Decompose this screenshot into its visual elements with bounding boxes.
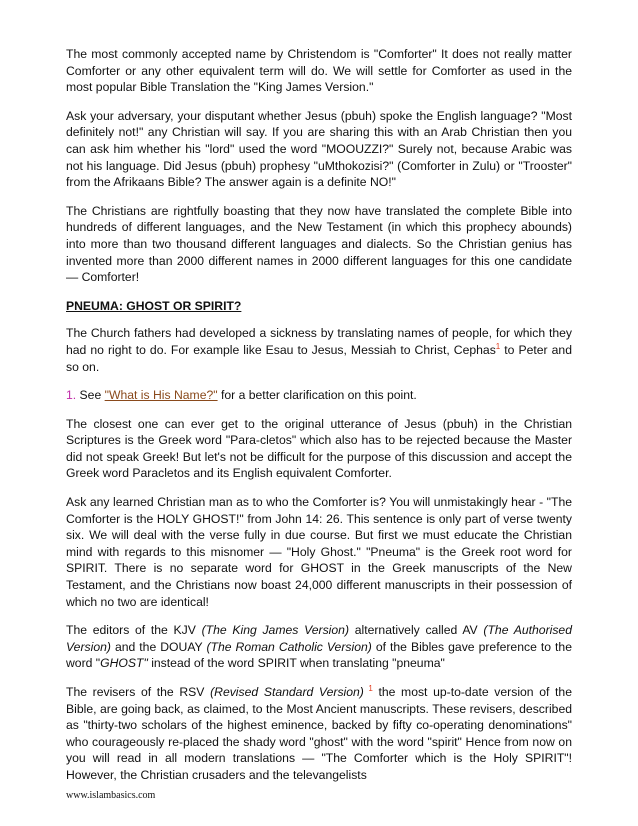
- text-run: See: [76, 388, 105, 403]
- text-run: The Church fathers had developed a sickness by translating names of people, for which they had no right to do. For example like Esau to Jesus, Messiah to Christ, Cephas: [66, 326, 572, 357]
- text-run: The editors of the KJV: [66, 623, 202, 638]
- footnote-marker: 1: [363, 684, 373, 693]
- paragraph-holy-ghost: Ask any learned Christian man as to who the Comforter is? You will unmistakingly hear - "The Comforter is the HOLY GHOST!" from John 14: 26. This sentence is only part of verse twenty six. We will deal with the verse fully in due course. But first we must educate the Christian mind with regards to this misnomer — "Holy Ghost." "Pneuma" is the Greek root word for SPIRIT. There is no separate word for GHOST in the Greek manuscripts of the New Testament, and the Christians now boast 24,000 different manuscripts in their possession of which no two are identical!: [66, 495, 572, 609]
- text-run: alternatively called AV: [349, 623, 484, 638]
- paragraph-jesus-language: Ask your adversary, your disputant whether Jesus (pbuh) spoke the English language? "Most definitely not!" any Christian will say. If you are sharing this with an Arab Christian then you can ask him whether his "lord" used the word "MOOUZZI?" Surely not, because Arabic was not his language. Did Jesus (pbuh) prophesy "uMthokozisi?" (Comforter in Zulu) or "Trooster" from the Afrikaans Bible? The answer again is a definite NO!": [66, 108, 572, 190]
- paragraph-rsv-revisers: [66, 684, 572, 784]
- italic-run: (The King James Version): [201, 623, 349, 638]
- paragraph-kjv-editors: [66, 622, 572, 672]
- paragraph-bible-translations: The Christians are rightfully boasting that they now have translated the complete Bible into hundreds of different languages, and the New Testament (in which this prophecy abounds) into more than two thousand different languages and dialects. So the Christian genius has invented more than 2000 different names in 2000 different languages for this one candidate — Comforter!: [66, 203, 572, 285]
- footer-url: www.islambasics.com: [66, 790, 156, 801]
- what-is-his-name-link[interactable]: "What is His Name?": [104, 388, 218, 403]
- paragraph-paracletos: The closest one can ever get to the original utterance of Jesus (pbuh) in the Christian Scriptures is the Greek word "Para-cletos" which also has to be rejected because the Master did not speak Greek! But let's not be difficult for the purpose of this discussion and accept the Greek word Paracletos and its English equivalent Comforter.: [66, 416, 572, 481]
- paragraph-comforter-name: The most commonly accepted name by Christendom is "Comforter" It does not really matter Comforter or any other equivalent term will do. We will settle for Comforter as used in the most popular Bible Translation the "King James Version.": [66, 47, 572, 95]
- text-run: of the Bibles gave preference to the word ": [66, 639, 572, 671]
- footnote-number: 1.: [66, 388, 77, 403]
- italic-run: GHOST": [100, 656, 148, 671]
- italic-run: (Revised Standard Version): [210, 685, 364, 699]
- text-run: to Peter and so on.: [66, 342, 572, 374]
- text-run: the most up-to-date version of the Bible, are going back, as claimed, to the Most Ancient manuscripts. These revisers, described as "thirty-two scholars of the highest eminence, backed by fifty co-operating denominations" who courageously re-placed the shady word "ghost" with the word "spirit" Hence from now on you will read in all modern translations — "The Comforter which is the Holy SPIRIT"! However, the Christian crusaders and the televangelists: [66, 685, 572, 782]
- italic-run: (The Authorised Version): [66, 623, 572, 654]
- text-run: for a better clarification on this point.: [217, 388, 417, 403]
- footnote-marker: 1: [495, 341, 501, 351]
- paragraph-church-fathers: [66, 325, 572, 375]
- text-run: The revisers of the RSV: [66, 685, 211, 699]
- section-heading: PNEUMA: GHOST OR SPIRIT?: [66, 298, 242, 313]
- footnote: [66, 387, 572, 404]
- text-run: instead of the word SPIRIT when translating "pneuma": [147, 656, 445, 671]
- italic-run: (The Roman Catholic Version): [206, 639, 372, 654]
- text-run: and the DOUAY: [110, 639, 207, 654]
